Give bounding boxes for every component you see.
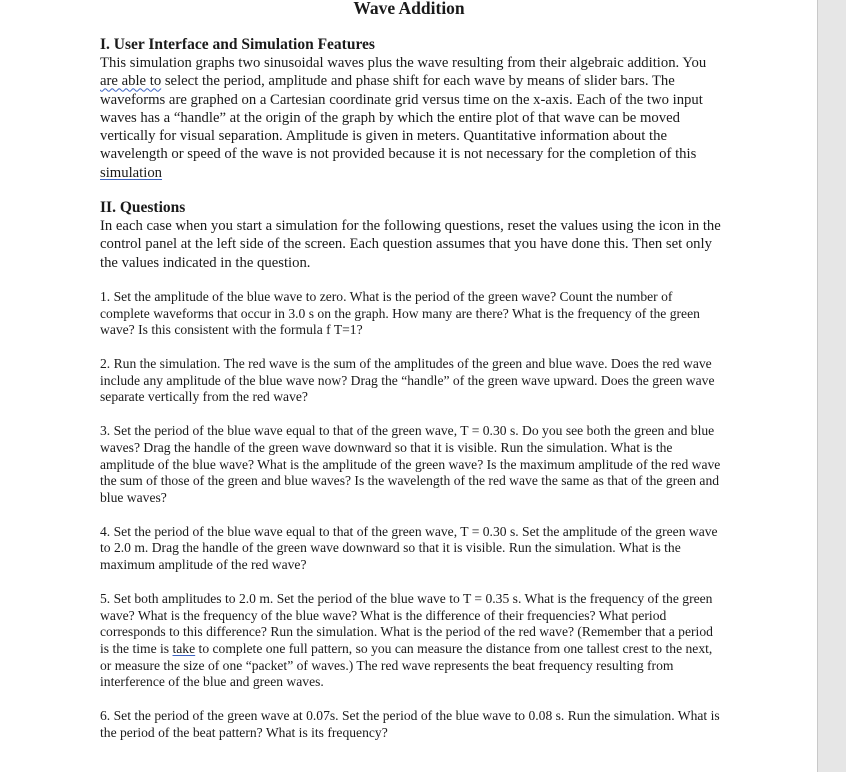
question-5-text-end: to complete one full pattern, so you can measure the distance from one tallest crest to the next, or measure the size of one “packet” of waves.) The red wave represents the beat frequency resulting from interference of the blue and green waves. — [100, 640, 713, 690]
grammar-flag-word: simulation — [100, 164, 163, 181]
grammar-flag-take: take — [172, 640, 196, 656]
question-1: 1. Set the amplitude of the blue wave to zero. What is the period of the green wave? Count the number of complete waveforms that occur in 3.0 s on the graph. How many are there? What is the frequency of the green wave? Is this consistent with the formula f T=1? — [100, 288, 700, 338]
question-3: 3. Set the period of the blue wave equal to that of the green wave, T = 0.30 s. Do you see both the green and blue waves? Drag the handle of the green wave downward so that it is visible. Run the simulation. What is the amplitude of the blue wave? What is the amplitude of the green wave? Is the maximum amplitude of the red wave the sum of those of the green and blue waves? Is the wavelength of the red wave the same as that of the green and blue waves? — [100, 423, 721, 505]
question-5 — [100, 591, 725, 691]
interface-text-start: This simulation graphs two sinusoidal waves plus the wave resulting from their algebraic addition. You — [100, 55, 707, 71]
document-body — [100, 36, 725, 741]
question-5-text-start: 5. Set both amplitudes to 2.0 m. Set the period of the blue wave to T = 0.35 s. What is the frequency of the green wave? What is the frequency of the blue wave? What is the difference of their frequencies? What period corresponds to this difference? Run the simulation. What is the period of the red wave? (Remember that a period is the time is — [100, 590, 713, 656]
question-4: 4. Set the period of the blue wave equal to that of the green wave, T = 0.30 s. Set the amplitude of the green wave to 2.0 m. Drag the handle of the green wave downward so that it is visible. Run the simulation. What is the maximum amplitude of the red wave? — [100, 523, 718, 573]
grammar-flag-phrase: are able to — [100, 73, 162, 90]
question-6: 6. Set the period of the green wave at 0.07s. Set the period of the blue wave to 0.08 s. Run the simulation. What is the period of the beat pattern? What is its frequency? — [100, 708, 720, 740]
questions-intro: In each case when you start a simulation for the following questions, reset the values using the icon in the control panel at the left side of the screen. Each question assumes that you have done this. Then set only the values indicated in the question. — [100, 218, 721, 271]
section-heading-questions: II. Questions — [100, 199, 186, 217]
interface-paragraph — [100, 54, 725, 182]
question-2: 2. Run the simulation. The red wave is the sum of the amplitudes of the green and blue wave. Does the red wave include any amplitude of the blue wave now? Drag the “handle” of the green wave upward. Does the green wave separate vertically from the red wave? — [100, 356, 715, 405]
section-heading-interface: I. User Interface and Simulation Features — [100, 36, 375, 53]
interface-text-middle: select the period, amplitude and phase shift for each wave by means of slider bars. The waveforms are graphed on a Cartesian coordinate grid versus time on the x-axis. Each of the two input waves has a “handle” at the origin of the graph by which the entire plot of that wave can be moved vertically for visual separation. Amplitude is given in meters. Quantitative information about the wavelength or speed of the wave is not provided because it is not necessary for the completion of this — [100, 73, 703, 163]
document-title: Wave Addition — [353, 0, 465, 18]
